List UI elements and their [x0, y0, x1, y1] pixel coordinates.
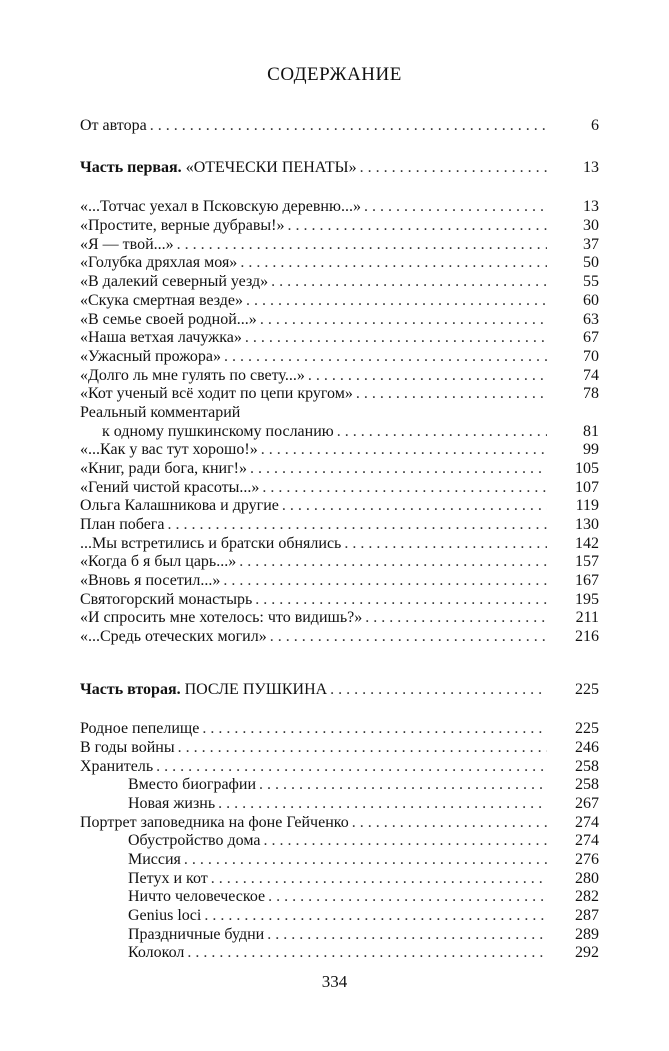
toc-entry	[80, 533, 599, 553]
toc-entry	[80, 495, 599, 515]
toc-entry-title: Родное пепелище	[80, 720, 200, 737]
toc-entry	[80, 234, 599, 254]
toc-entry-page: 276	[575, 851, 599, 868]
toc-entry-page: 78	[583, 385, 599, 402]
toc-entry-title: «В семье своей родной...»	[80, 311, 257, 328]
toc-entry-title: Ольга Калашникова и другие	[80, 497, 279, 514]
toc-entry-title: Портрет заповедника на фоне Гейченко	[80, 814, 349, 831]
toc-entry-page: 119	[575, 497, 599, 514]
toc-entry	[80, 458, 599, 478]
leader-dots	[184, 851, 547, 869]
toc-entry-page: 157	[575, 553, 599, 570]
toc-entry	[80, 812, 599, 832]
leader-dots	[271, 273, 547, 291]
toc-entry-page: 216	[575, 628, 599, 645]
leader-dots	[250, 460, 547, 478]
toc-entry	[80, 196, 599, 216]
toc-entry-title: Новая жизнь	[128, 795, 216, 812]
leader-dots	[268, 888, 547, 906]
toc-entry-page: 37	[583, 236, 599, 253]
toc-entry-page: 274	[575, 832, 599, 849]
toc-entry	[80, 551, 599, 571]
part-number: Часть вторая.	[80, 681, 181, 698]
leader-dots	[178, 739, 547, 757]
toc-subentry	[80, 924, 599, 944]
leader-dots	[187, 944, 547, 962]
toc-entry	[80, 383, 599, 403]
toc-entry	[80, 607, 599, 627]
toc-subentry	[80, 868, 599, 888]
toc-entry-title: Праздничные будни	[128, 926, 265, 943]
toc-entry-title: В годы войны	[80, 739, 175, 756]
toc-entry-title: Genius loci	[128, 907, 202, 924]
part-name: ПОСЛЕ ПУШКИНА	[180, 681, 328, 698]
toc-subentry	[80, 830, 599, 850]
toc-part-heading	[80, 157, 599, 177]
toc-entry	[80, 756, 599, 776]
leader-dots	[259, 776, 547, 794]
toc-entry	[80, 570, 599, 590]
leader-dots	[202, 720, 547, 738]
toc-entry	[80, 514, 599, 534]
leader-dots	[167, 516, 547, 534]
toc-entry-page: 167	[575, 572, 599, 589]
leader-dots	[223, 572, 547, 590]
toc-entry-page: 142	[575, 535, 599, 552]
toc-entry-page: 289	[575, 926, 599, 943]
toc-entry-title: «И спросить мне хотелось: что видишь?»	[80, 609, 363, 626]
toc-entry-title: План побега	[80, 516, 165, 533]
toc-entry-page: 50	[583, 254, 599, 271]
leader-dots	[356, 385, 547, 403]
toc-entry-title: «Голубка дряхлая моя»	[80, 254, 238, 271]
leader-dots	[263, 832, 547, 850]
page-number: 334	[321, 972, 348, 991]
toc-entry	[80, 402, 599, 422]
toc-entry-title: Хранитель	[80, 758, 154, 775]
leader-dots	[218, 795, 547, 813]
toc-entry-title: Колокол	[128, 944, 185, 961]
toc-entry-page: 70	[583, 348, 599, 365]
toc-entry-title: Святогорский монастырь	[80, 591, 253, 608]
leader-dots	[365, 609, 547, 627]
toc-entry-page: 225	[575, 720, 599, 737]
toc-entry	[80, 365, 599, 385]
toc-entry-title: Вместо биографии	[128, 776, 257, 793]
toc-entry-page: 13	[583, 159, 599, 176]
toc-entry	[80, 309, 599, 329]
part-name: «ОТЕЧЕСКИ ПЕНАТЫ»	[181, 159, 357, 176]
toc-entry-page: 105	[575, 460, 599, 477]
toc-entry	[80, 346, 599, 366]
toc-entry-page: 55	[583, 273, 599, 290]
toc-part-title	[80, 159, 360, 177]
toc-entry	[80, 115, 599, 135]
leader-dots	[245, 329, 547, 347]
toc-entry-title: к одному пушкинскому посланию	[102, 423, 334, 440]
leader-dots	[261, 441, 547, 459]
toc-entry-page: 63	[583, 311, 599, 328]
toc-entry	[80, 290, 599, 310]
toc-entry	[80, 626, 599, 646]
toc-entry-title: Ничто человеческое	[128, 888, 266, 905]
toc-entry-page: 13	[583, 198, 599, 215]
toc-entry-title: Петух и кот	[128, 870, 208, 887]
toc-entry	[80, 477, 599, 497]
toc-entry-title: «Гений чистой красоты...»	[80, 479, 260, 496]
toc-entry-title: Обустройство дома	[128, 832, 261, 849]
toc-entry-title: «Долго ль мне гулять по свету...»	[80, 367, 305, 384]
toc-entry-title: Реальный комментарий	[80, 404, 241, 421]
leader-dots	[270, 628, 547, 646]
toc-entry-title: «...Средь отеческих могил»	[80, 628, 267, 645]
toc-entry-page: 67	[583, 329, 599, 346]
toc-entry-title: ...Мы встретились и братски обнялись	[80, 535, 342, 552]
toc-entry-title: «Ужасный прожора»	[80, 348, 221, 365]
leader-dots	[150, 117, 547, 135]
toc-entry-title: «Я — твой...»	[80, 236, 174, 253]
toc-entry	[80, 421, 599, 441]
toc-entry-page: 287	[575, 907, 599, 924]
toc-entry-title: «Книг, ради бога, книг!»	[80, 460, 247, 477]
toc-entry	[80, 271, 599, 291]
toc-entry-page: 107	[575, 479, 599, 496]
toc-entry	[80, 718, 599, 738]
toc-entry-page: 267	[575, 795, 599, 812]
toc-entry-page: 81	[583, 423, 599, 440]
toc-entry	[80, 327, 599, 347]
part-number: Часть первая.	[80, 159, 182, 176]
leader-dots	[360, 159, 547, 177]
toc-entry-page: 280	[575, 870, 599, 887]
toc-entry-page: 30	[583, 217, 599, 234]
toc-entry-title: «...Как у вас тут хорошо!»	[80, 441, 258, 458]
toc-entry	[80, 252, 599, 272]
toc-subentry	[80, 793, 599, 813]
leader-dots	[240, 254, 547, 272]
toc-entry-page: 74	[583, 367, 599, 384]
leader-dots	[246, 292, 547, 310]
toc-subentry	[80, 774, 599, 794]
toc-entry-title: «Наша ветхая лачужка»	[80, 329, 242, 346]
leader-dots	[287, 217, 547, 235]
toc-entry-title: Миссия	[128, 851, 181, 868]
toc-entry-page: 258	[575, 776, 599, 793]
toc-entry-title: «Вновь я посетил...»	[80, 572, 221, 589]
toc-entry-page: 130	[575, 516, 599, 533]
toc-entry-page: 195	[575, 591, 599, 608]
leader-dots	[224, 348, 547, 366]
toc-entry-title: «Простите, верные дубравы!»	[80, 217, 285, 234]
toc-entry-page: 258	[575, 758, 599, 775]
leader-dots	[239, 553, 547, 571]
toc-entry	[80, 737, 599, 757]
leader-dots	[282, 497, 547, 515]
toc-entry	[80, 215, 599, 235]
toc-subentry	[80, 886, 599, 906]
toc-entry-page: 246	[575, 739, 599, 756]
toc-entry-page: 225	[575, 681, 599, 698]
toc-part-title	[80, 681, 330, 699]
toc-entry-title: «Кот ученый всё ходит по цепи кругом»	[80, 385, 353, 402]
toc-subentry	[80, 849, 599, 869]
toc-entry-page: 99	[583, 441, 599, 458]
toc-entry-page: 282	[575, 888, 599, 905]
toc-entry-page: 292	[575, 944, 599, 961]
toc-subentry	[80, 905, 599, 925]
toc-subentry	[80, 942, 599, 962]
toc-entry	[80, 439, 599, 459]
toc-entry-title: «В далекий северный уезд»	[80, 273, 269, 290]
toc-entry-page: 60	[583, 292, 599, 309]
leader-dots	[330, 681, 547, 699]
toc-entry-title: «Когда б я был царь...»	[80, 553, 237, 570]
toc-entry	[80, 589, 599, 609]
toc-entry-title: «Скука смертная везде»	[80, 292, 244, 309]
leader-dots	[204, 907, 547, 925]
toc-entry-title: «...Тотчас уехал в Псковскую деревню...»	[80, 198, 361, 215]
toc-entry-page: 6	[591, 117, 599, 134]
toc-entry-page: 211	[575, 609, 599, 626]
toc-entry-title: От автора	[80, 117, 147, 134]
toc-entry-page: 274	[575, 814, 599, 831]
toc-part-heading	[80, 679, 599, 699]
page-title: СОДЕРЖАНИЕ	[267, 64, 402, 85]
leader-dots	[364, 198, 547, 216]
